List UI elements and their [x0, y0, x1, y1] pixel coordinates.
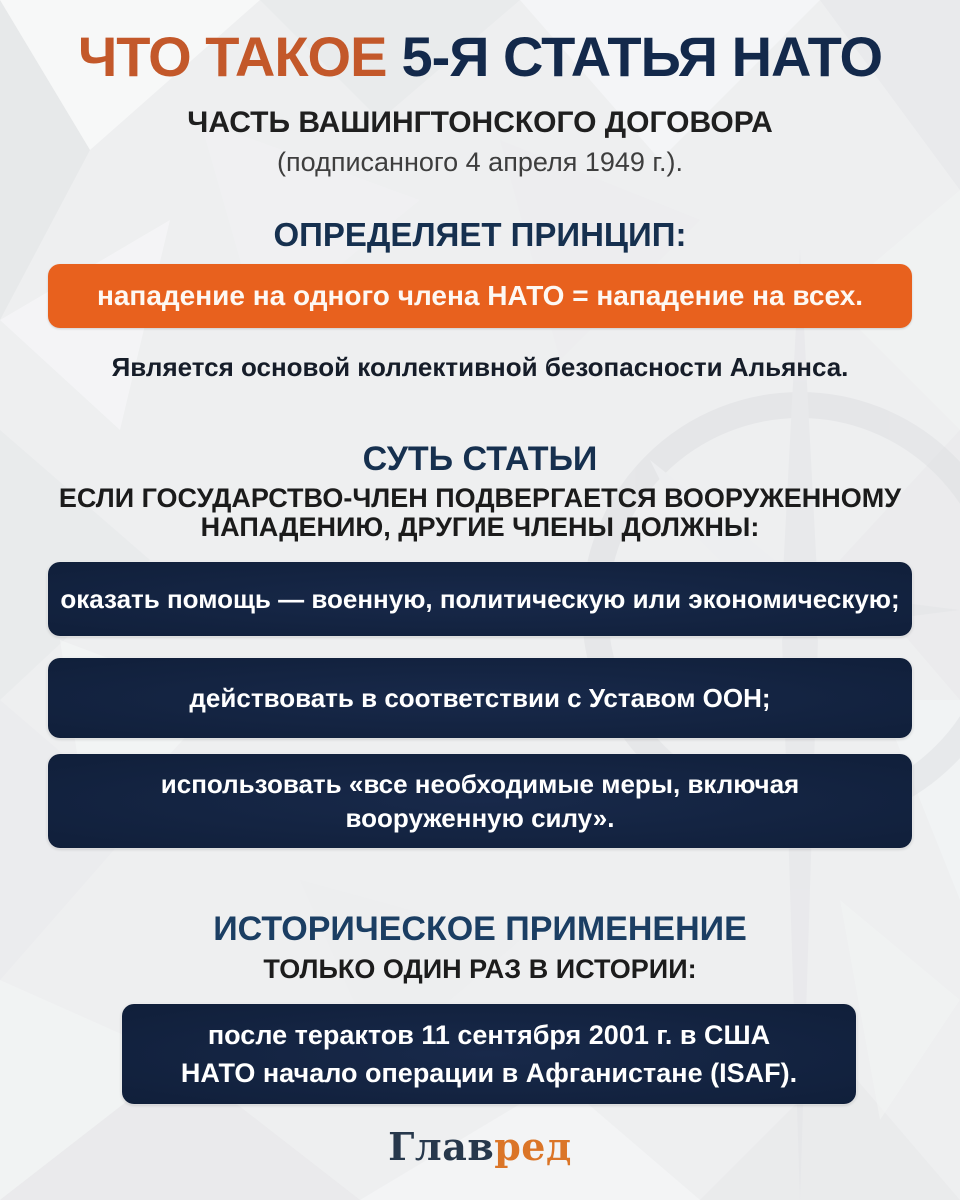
history-banner-line-1: после терактов 11 сентября 2001 г. в США [207, 1020, 771, 1050]
principle-banner [48, 264, 912, 328]
page-title-accent: ЧТО ТАКОЕ [77, 25, 387, 88]
essence-item-1 [48, 562, 912, 636]
subtitle: ЧАСТЬ ВАШИНГТОНСКОГО ДОГОВОРА [187, 106, 773, 139]
essence-item-2-text: действовать в соответствии с Уставом ООН; [189, 682, 771, 713]
essence-intro-line-2: НАПАДЕНИЮ, ДРУГИЕ ЧЛЕНЫ ДОЛЖНЫ: [200, 512, 760, 542]
history-heading: ИСТОРИЧЕСКОЕ ПРИМЕНЕНИЕ [213, 910, 747, 948]
glavred-logo-part2: ред [494, 1124, 572, 1169]
subtitle-note: (подписанного 4 апреля 1949 г.). [277, 147, 683, 177]
page-title-rest: 5-Я СТАТЬЯ НАТО [401, 25, 883, 88]
essence-item-3 [48, 754, 912, 848]
glavred-logo [0, 1124, 960, 1169]
history-banner-line-2: НАТО начало операции в Афганистане (ISAF). [180, 1058, 798, 1088]
essence-item-2 [48, 658, 912, 738]
essence-intro [0, 484, 960, 542]
essence-heading: СУТЬ СТАТЬИ [362, 440, 598, 478]
page-title [0, 24, 960, 89]
principle-note: Является основой коллективной безопасности Альянса. [111, 352, 849, 382]
principle-banner-text: нападение на одного члена НАТО = нападение на всех. [96, 280, 864, 311]
principle-heading: ОПРЕДЕЛЯЕТ ПРИНЦИП: [273, 216, 687, 253]
glavred-logo-part1: Глав [388, 1124, 495, 1169]
history-banner [122, 1004, 856, 1104]
essence-item-1-text: оказать помощь — военную, политическую или экономическую; [60, 583, 900, 614]
history-subheading: ТОЛЬКО ОДИН РАЗ В ИСТОРИИ: [263, 954, 697, 984]
essence-item-3-line-2: вооруженную силу». [345, 803, 615, 833]
essence-intro-line-1: ЕСЛИ ГОСУДАРСТВО-ЧЛЕН ПОДВЕРГАЕТСЯ ВООРУЖЕННОМУ [58, 483, 902, 513]
essence-item-3-line-1: использовать «все необходимые меры, включая [160, 769, 800, 799]
